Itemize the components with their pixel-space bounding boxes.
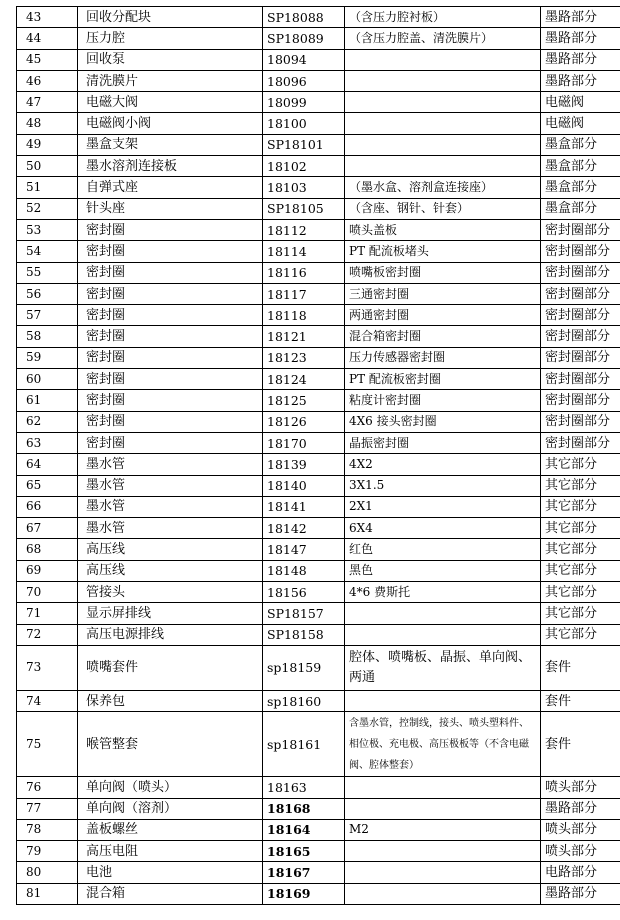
- table-row: [17, 475, 620, 496]
- part-description: 4X6 接头密封圈: [345, 411, 541, 432]
- part-code: sp18159: [263, 645, 345, 690]
- part-code: 18168: [263, 798, 345, 819]
- row-number: 49: [17, 134, 78, 155]
- part-name: 显示屏排线: [78, 603, 263, 624]
- table-row: [17, 432, 620, 453]
- part-description: 含墨水管，控制线，接头、喷头塑料件、相位极、充电极、高压极板等（不含电磁阀、腔体整套）: [345, 712, 541, 777]
- row-number: 79: [17, 841, 78, 862]
- part-code: sp18160: [263, 690, 345, 711]
- part-description: 3X1.5: [345, 475, 541, 496]
- row-number: 53: [17, 219, 78, 240]
- part-category: 其它部分: [541, 454, 620, 475]
- part-code: 18114: [263, 241, 345, 262]
- row-number: 59: [17, 347, 78, 368]
- table-row: [17, 582, 620, 603]
- table-row: [17, 28, 620, 49]
- part-name: 密封圈: [78, 369, 263, 390]
- part-name: 密封圈: [78, 326, 263, 347]
- part-name: 电池: [78, 862, 263, 883]
- part-name: 喷嘴套件: [78, 645, 263, 690]
- part-category: 其它部分: [541, 539, 620, 560]
- part-name: 高压线: [78, 539, 263, 560]
- part-category: 墨盒部分: [541, 177, 620, 198]
- part-category: 墨路部分: [541, 49, 620, 70]
- part-code: 18118: [263, 305, 345, 326]
- part-name: 针头座: [78, 198, 263, 219]
- table-row: [17, 113, 620, 134]
- row-number: 80: [17, 862, 78, 883]
- part-name: 回收分配块: [78, 7, 263, 28]
- part-description: 红色: [345, 539, 541, 560]
- part-category: 密封圈部分: [541, 241, 620, 262]
- part-category: 密封圈部分: [541, 432, 620, 453]
- part-code: 18123: [263, 347, 345, 368]
- part-name: 密封圈: [78, 262, 263, 283]
- part-code: 18099: [263, 92, 345, 113]
- table-row: [17, 603, 620, 624]
- table-row: [17, 369, 620, 390]
- part-name: 墨水管: [78, 496, 263, 517]
- part-description: （含压力腔盖、清洗膜片）: [345, 28, 541, 49]
- row-number: 65: [17, 475, 78, 496]
- part-description: 两通密封圈: [345, 305, 541, 326]
- table-row: [17, 798, 620, 819]
- part-name: 密封圈: [78, 241, 263, 262]
- part-description: PT 配流板密封圈: [345, 369, 541, 390]
- row-number: 73: [17, 645, 78, 690]
- row-number: 76: [17, 777, 78, 798]
- row-number: 48: [17, 113, 78, 134]
- part-name: 高压电阻: [78, 841, 263, 862]
- part-code: SP18101: [263, 134, 345, 155]
- part-category: 其它部分: [541, 518, 620, 539]
- row-number: 60: [17, 369, 78, 390]
- parts-table: [16, 6, 620, 905]
- part-description: [345, 777, 541, 798]
- part-description: 喷头盖板: [345, 219, 541, 240]
- part-description: 4X2: [345, 454, 541, 475]
- row-number: 57: [17, 305, 78, 326]
- row-number: 47: [17, 92, 78, 113]
- part-name: 密封圈: [78, 390, 263, 411]
- part-description: [345, 92, 541, 113]
- row-number: 72: [17, 624, 78, 645]
- row-number: 62: [17, 411, 78, 432]
- part-description: [345, 690, 541, 711]
- part-name: 单向阀（溶剂）: [78, 798, 263, 819]
- part-category: 套件: [541, 645, 620, 690]
- table-row: [17, 347, 620, 368]
- part-code: 18165: [263, 841, 345, 862]
- part-description: [345, 70, 541, 91]
- part-name: 自弹式座: [78, 177, 263, 198]
- part-code: 18148: [263, 560, 345, 581]
- part-code: 18167: [263, 862, 345, 883]
- part-description: 晶振密封圈: [345, 432, 541, 453]
- table-row: [17, 841, 620, 862]
- part-category: 其它部分: [541, 475, 620, 496]
- part-description: 黑色: [345, 560, 541, 581]
- part-code: SP18157: [263, 603, 345, 624]
- table-row: [17, 283, 620, 304]
- part-code: 18163: [263, 777, 345, 798]
- part-code: 18124: [263, 369, 345, 390]
- row-number: 51: [17, 177, 78, 198]
- part-category: 密封圈部分: [541, 369, 620, 390]
- table-row: [17, 518, 620, 539]
- part-name: 保养包: [78, 690, 263, 711]
- part-name: 密封圈: [78, 411, 263, 432]
- part-description: （含座、钢针、针套）: [345, 198, 541, 219]
- part-description: 4*6 费斯托: [345, 582, 541, 603]
- part-category: 墨路部分: [541, 798, 620, 819]
- row-number: 67: [17, 518, 78, 539]
- part-code: 18121: [263, 326, 345, 347]
- part-name: 回收泵: [78, 49, 263, 70]
- row-number: 64: [17, 454, 78, 475]
- part-code: 18094: [263, 49, 345, 70]
- table-row: [17, 177, 620, 198]
- table-row: [17, 390, 620, 411]
- part-code: SP18088: [263, 7, 345, 28]
- row-number: 45: [17, 49, 78, 70]
- part-code: 18117: [263, 283, 345, 304]
- part-category: 墨盒部分: [541, 156, 620, 177]
- part-code: 18169: [263, 883, 345, 904]
- table-row: [17, 883, 620, 904]
- part-description: 2X1: [345, 496, 541, 517]
- part-name: 电磁阀小阀: [78, 113, 263, 134]
- part-code: 18116: [263, 262, 345, 283]
- part-category: 密封圈部分: [541, 262, 620, 283]
- part-name: 墨水管: [78, 454, 263, 475]
- row-number: 63: [17, 432, 78, 453]
- part-category: 墨路部分: [541, 7, 620, 28]
- part-category: 电磁阀: [541, 113, 620, 134]
- part-name: 墨水溶剂连接板: [78, 156, 263, 177]
- row-number: 74: [17, 690, 78, 711]
- row-number: 77: [17, 798, 78, 819]
- part-category: 电路部分: [541, 862, 620, 883]
- part-description: PT 配流板堵头: [345, 241, 541, 262]
- row-number: 66: [17, 496, 78, 517]
- part-name: 密封圈: [78, 305, 263, 326]
- part-code: 18125: [263, 390, 345, 411]
- row-number: 55: [17, 262, 78, 283]
- part-name: 高压电源排线: [78, 624, 263, 645]
- table-row: [17, 326, 620, 347]
- part-description: （含压力腔衬板）: [345, 7, 541, 28]
- part-name: 高压线: [78, 560, 263, 581]
- table-row: [17, 262, 620, 283]
- part-description: （墨水盒、溶剂盒连接座）: [345, 177, 541, 198]
- part-category: 其它部分: [541, 624, 620, 645]
- part-description: [345, 883, 541, 904]
- part-category: 密封圈部分: [541, 411, 620, 432]
- part-name: 密封圈: [78, 219, 263, 240]
- row-number: 75: [17, 712, 78, 777]
- part-name: 密封圈: [78, 283, 263, 304]
- row-number: 58: [17, 326, 78, 347]
- part-category: 墨盒部分: [541, 198, 620, 219]
- part-category: 墨路部分: [541, 883, 620, 904]
- part-name: 清洗膜片: [78, 70, 263, 91]
- table-row: [17, 690, 620, 711]
- part-code: 18164: [263, 819, 345, 840]
- part-description: [345, 156, 541, 177]
- row-number: 50: [17, 156, 78, 177]
- part-code: 18112: [263, 219, 345, 240]
- row-number: 71: [17, 603, 78, 624]
- part-description: 喷嘴板密封圈: [345, 262, 541, 283]
- part-category: 其它部分: [541, 560, 620, 581]
- part-code: SP18089: [263, 28, 345, 49]
- part-code: 18103: [263, 177, 345, 198]
- part-category: 其它部分: [541, 603, 620, 624]
- table-row: [17, 49, 620, 70]
- table-row: [17, 156, 620, 177]
- part-description: 粘度计密封圈: [345, 390, 541, 411]
- part-code: 18096: [263, 70, 345, 91]
- part-name: 喉管整套: [78, 712, 263, 777]
- table-row: [17, 862, 620, 883]
- row-number: 52: [17, 198, 78, 219]
- table-row: [17, 305, 620, 326]
- table-row: [17, 219, 620, 240]
- row-number: 69: [17, 560, 78, 581]
- row-number: 54: [17, 241, 78, 262]
- part-category: 密封圈部分: [541, 283, 620, 304]
- part-description: 腔体、喷嘴板、晶振、单向阀、两通: [345, 645, 541, 690]
- part-code: 18141: [263, 496, 345, 517]
- part-description: [345, 624, 541, 645]
- part-code: sp18161: [263, 712, 345, 777]
- table-row: [17, 819, 620, 840]
- part-name: 管接头: [78, 582, 263, 603]
- part-description: M2: [345, 819, 541, 840]
- part-category: 套件: [541, 712, 620, 777]
- row-number: 78: [17, 819, 78, 840]
- part-category: 密封圈部分: [541, 326, 620, 347]
- table-row: [17, 624, 620, 645]
- table-row: [17, 712, 620, 777]
- table-row: [17, 7, 620, 28]
- part-category: 其它部分: [541, 496, 620, 517]
- row-number: 56: [17, 283, 78, 304]
- part-code: 18156: [263, 582, 345, 603]
- part-description: [345, 134, 541, 155]
- part-code: 18102: [263, 156, 345, 177]
- part-name: 混合箱: [78, 883, 263, 904]
- part-code: 18126: [263, 411, 345, 432]
- part-name: 墨水管: [78, 475, 263, 496]
- part-name: 墨盒支架: [78, 134, 263, 155]
- part-category: 密封圈部分: [541, 305, 620, 326]
- part-category: 电磁阀: [541, 92, 620, 113]
- part-description: [345, 798, 541, 819]
- part-name: 密封圈: [78, 347, 263, 368]
- part-code: 18142: [263, 518, 345, 539]
- part-code: 18170: [263, 432, 345, 453]
- part-category: 密封圈部分: [541, 390, 620, 411]
- table-row: [17, 241, 620, 262]
- part-category: 其它部分: [541, 582, 620, 603]
- part-description: [345, 113, 541, 134]
- row-number: 81: [17, 883, 78, 904]
- part-category: 密封圈部分: [541, 347, 620, 368]
- part-description: [345, 603, 541, 624]
- part-name: 单向阀（喷头）: [78, 777, 263, 798]
- table-row: [17, 411, 620, 432]
- part-description: [345, 841, 541, 862]
- row-number: 43: [17, 7, 78, 28]
- part-category: 密封圈部分: [541, 219, 620, 240]
- part-code: SP18158: [263, 624, 345, 645]
- table-row: [17, 70, 620, 91]
- part-name: 盖板螺丝: [78, 819, 263, 840]
- part-description: 混合箱密封圈: [345, 326, 541, 347]
- part-code: SP18105: [263, 198, 345, 219]
- part-description: 三通密封圈: [345, 283, 541, 304]
- part-name: 墨水管: [78, 518, 263, 539]
- table-row: [17, 496, 620, 517]
- part-description: [345, 49, 541, 70]
- row-number: 44: [17, 28, 78, 49]
- part-name: 密封圈: [78, 432, 263, 453]
- row-number: 70: [17, 582, 78, 603]
- part-name: 压力腔: [78, 28, 263, 49]
- table-row: [17, 198, 620, 219]
- parts-list-sheet: [16, 6, 611, 905]
- part-code: 18140: [263, 475, 345, 496]
- row-number: 61: [17, 390, 78, 411]
- part-description: 压力传感器密封圈: [345, 347, 541, 368]
- part-category: 墨路部分: [541, 28, 620, 49]
- table-row: [17, 454, 620, 475]
- table-row: [17, 134, 620, 155]
- row-number: 68: [17, 539, 78, 560]
- table-row: [17, 539, 620, 560]
- part-description: [345, 862, 541, 883]
- table-row: [17, 92, 620, 113]
- part-category: 喷头部分: [541, 819, 620, 840]
- part-category: 喷头部分: [541, 777, 620, 798]
- row-number: 46: [17, 70, 78, 91]
- table-row: [17, 645, 620, 690]
- part-description: 6X4: [345, 518, 541, 539]
- table-row: [17, 777, 620, 798]
- part-code: 18139: [263, 454, 345, 475]
- part-code: 18100: [263, 113, 345, 134]
- part-code: 18147: [263, 539, 345, 560]
- part-category: 套件: [541, 690, 620, 711]
- table-row: [17, 560, 620, 581]
- part-category: 喷头部分: [541, 841, 620, 862]
- part-name: 电磁大阀: [78, 92, 263, 113]
- part-category: 墨路部分: [541, 70, 620, 91]
- part-category: 墨盒部分: [541, 134, 620, 155]
